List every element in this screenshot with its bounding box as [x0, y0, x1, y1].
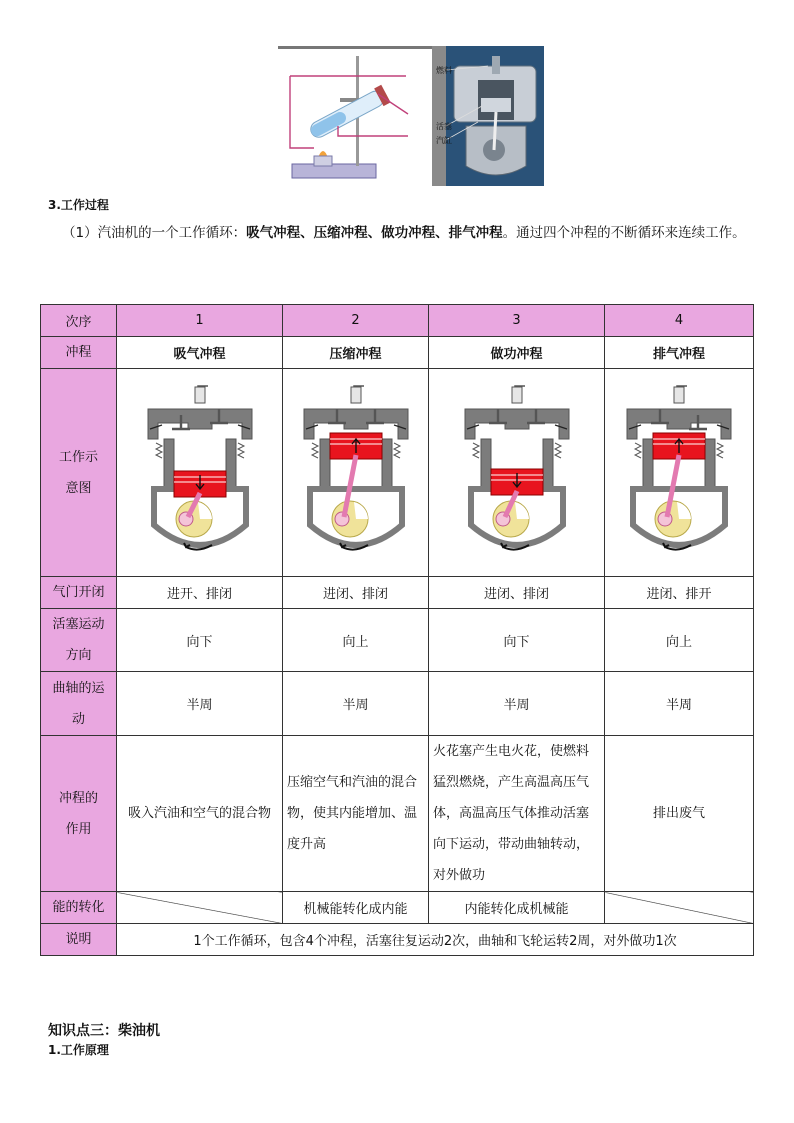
row-piston: [41, 609, 754, 672]
note-text: 1个工作循环，包含4个冲程，活塞往复运动2次，曲轴和飞轮运转2周，对外做功1次: [117, 924, 754, 956]
row-note: [41, 924, 754, 956]
label-stroke: 冲程: [41, 337, 117, 369]
label-energy: 能的转化: [41, 892, 117, 924]
stroke-4: 排气冲程: [605, 337, 754, 369]
piston-3: 向下: [429, 609, 605, 672]
cylinder-head: [148, 409, 252, 439]
valve-spring: [717, 443, 723, 458]
crank-2: 半周: [283, 672, 429, 736]
principle-heading: 1.工作原理: [48, 1043, 109, 1057]
crank-3: 半周: [429, 672, 605, 736]
stroke-1: 吸气冲程: [117, 337, 283, 369]
intro-paragraph: [48, 220, 753, 246]
stroke-2: 压缩冲程: [283, 337, 429, 369]
valve-spring: [635, 443, 641, 458]
piston-2: 向上: [283, 609, 429, 672]
effect-3: 火花塞产生电火花，使燃料猛烈燃烧，产生高温高压气体，高温高压气体推动活塞向下运动，带动曲轴转动，对外做功: [429, 736, 605, 892]
piston-label: 活塞: [436, 122, 452, 131]
valves-3: 进闭、排闭: [429, 577, 605, 609]
spark-plug-icon: [195, 387, 205, 403]
engine-diagram-2: [283, 369, 429, 577]
row-diagram: [41, 369, 754, 577]
piston-1: 向下: [117, 609, 283, 672]
label-crank: 曲轴的运动: [41, 672, 117, 736]
cylinder-head: [465, 409, 569, 439]
crank-4: 半周: [605, 672, 754, 736]
engine-diagram-3: [429, 369, 605, 577]
valves-4: 进闭、排开: [605, 577, 754, 609]
cylinder-label: 汽缸: [436, 136, 452, 145]
row-stroke: [41, 337, 754, 369]
engine-diagram-1: [117, 369, 283, 577]
row-crank: [41, 672, 754, 736]
knowledge-heading: 知识点三：柴油机: [48, 1023, 160, 1039]
energy-1: [117, 892, 283, 924]
piston-4: 向上: [605, 609, 754, 672]
para-strokes: 吸气冲程、压缩冲程、做功冲程、排气冲程: [246, 225, 503, 241]
valve-spring: [394, 443, 400, 458]
label-valves: 气门开闭: [41, 577, 117, 609]
effect-2: 压缩空气和汽油的混合物，使其内能增加、温度升高: [283, 736, 429, 892]
energy-4: [605, 892, 754, 924]
energy-3: 内能转化成机械能: [429, 892, 605, 924]
engine-diagram-4: [605, 369, 754, 577]
para-prefix: （1）汽油机的一个工作循环：: [62, 225, 247, 241]
spark-plug-icon: [351, 387, 361, 403]
effect-4: 排出废气: [605, 736, 754, 892]
valve-spring: [312, 443, 318, 458]
fuel-label: 燃料: [436, 66, 452, 75]
spark-plug-icon: [674, 387, 684, 403]
crank-1: 半周: [117, 672, 283, 736]
row-energy: [41, 892, 754, 924]
label-diagram: 工作示意图: [41, 369, 117, 577]
section-heading: 3.工作过程: [48, 198, 109, 212]
stroke-table: [40, 304, 754, 956]
valves-2: 进闭、排闭: [283, 577, 429, 609]
energy-2: 机械能转化成内能: [283, 892, 429, 924]
order-3: 3: [429, 305, 605, 337]
row-effect: [41, 736, 754, 892]
para-suffix: 。通过四个冲程的不断循环来连续工作。: [502, 225, 746, 241]
valve-spring: [156, 443, 162, 458]
valve-spring: [238, 443, 244, 458]
label-note: 说明: [41, 924, 117, 956]
label-piston: 活塞运动方向: [41, 609, 117, 672]
analogy-figure: [278, 46, 544, 186]
order-4: 4: [605, 305, 754, 337]
spark-plug-icon: [512, 387, 522, 403]
effect-1: 吸入汽油和空气的混合物: [117, 736, 283, 892]
label-effect: 冲程的作用: [41, 736, 117, 892]
stroke-3: 做功冲程: [429, 337, 605, 369]
order-2: 2: [283, 305, 429, 337]
valve-spring: [473, 443, 479, 458]
label-order: 次序: [41, 305, 117, 337]
valve-spring: [555, 443, 561, 458]
row-valves: [41, 577, 754, 609]
row-order: [41, 305, 754, 337]
valves-1: 进开、排闭: [117, 577, 283, 609]
order-1: 1: [117, 305, 283, 337]
